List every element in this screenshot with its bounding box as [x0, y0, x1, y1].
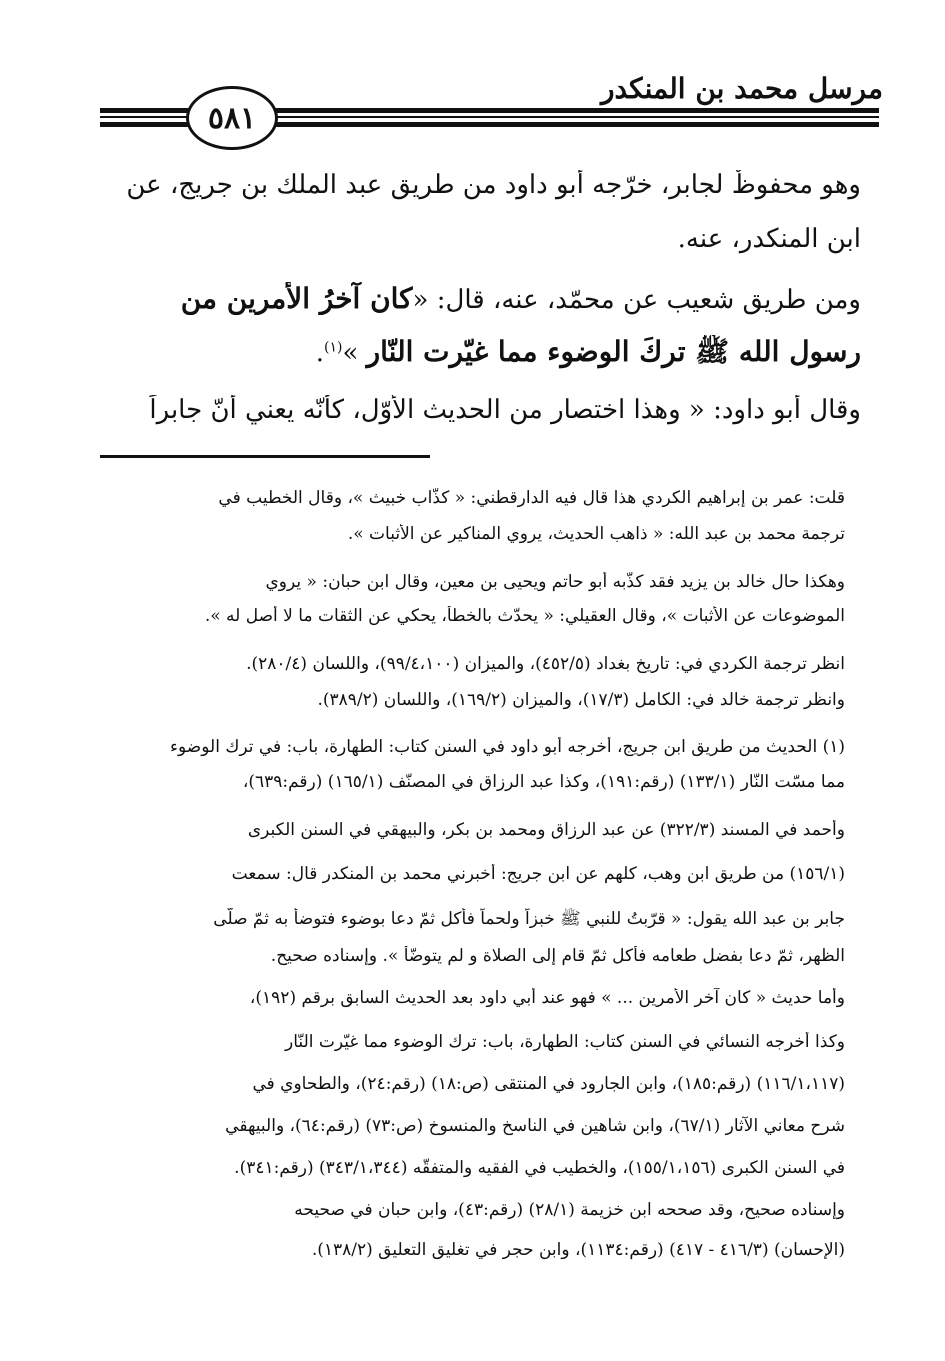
footnote-line: في السنن الكبرى (١٥٥/١،١٥٦)، والخطيب في الفقيه والمتفقّه (٣٤٣/١،٣٤٤) (رقم:٣٤١). [234, 1158, 845, 1178]
footnote-line: وهكذا حال خالد بن يزيد فقد كذّبه أبو حاتم ويحيى بن معين، وقال ابن حبان: « يروي [265, 572, 845, 592]
footnote-line: مما مسّت النّار (١٣٣/١) (رقم:١٩١)، وكذا عبد الرزاق في المصنّف (١٦٥/١) (رقم:٦٣٩)، [242, 772, 845, 792]
footnote-line: (١٥٦/١) من طريق ابن وهب، كلهم عن ابن جريج: أخبرني محمد بن المنكدر قال: سمعت [231, 864, 845, 884]
footnote-line: وأما حديث « كان آخر الأمرين ... » فهو عند أبي داود بعد الحديث السابق برقم (١٩٢)، [249, 988, 845, 1008]
footnote-ref-1: (١) [323, 339, 343, 356]
footnote-line: الموضوعات عن الأثبات »، وقال العقيلي: « يحدّث بالخطأ، يحكي عن الثقات ما لا أصل له ». [204, 606, 845, 626]
main-line-5: وقال أبو داود: « وهذا اختصار من الحديث الأوّل، كأنّه يعني أنّ جابراً [149, 395, 861, 425]
main-line-3-intro: ومن طريق شعيب عن محمّد، عنه، قال: « [412, 285, 861, 315]
sentence-end: . [315, 338, 324, 368]
footnote-line: (الإحسان) (٤١٦/٣ - ٤١٧) (رقم:١١٣٤)، وابن حجر في تغليق التعليق (١٣٨/٢). [311, 1240, 845, 1260]
footnote-line: وأحمد في المسند (٣٢٢/٣) عن عبد الرزاق ومحمد بن بكر، والبيهقي في السنن الكبرى [247, 820, 845, 840]
footnote-line: ترجمة محمد بن عبد الله: « ذاهب الحديث، يروي المناكير عن الأثبات ». [347, 524, 845, 544]
footnote-line: الظهر، ثمّ دعا بفضل طعامه فأكل ثمّ قام إلى الصلاة و لم يتوضّأ ». وإسناده صحيح. [270, 946, 845, 966]
footnote-line: انظر ترجمة الكردي في: تاريخ بغداد (٤٥٢/٥)، والميزان (٩٩/٤،١٠٠)، واللسان (٢٨٠/٤). [246, 654, 845, 674]
main-line-2: ابن المنكدر، عنه. [677, 224, 861, 254]
footnote-line: (١) الحديث من طريق ابن جريج، أخرجه أبو داود في السنن كتاب: الطهارة، باب: في ترك الوضوء [170, 737, 845, 757]
footnote-line: قلت: عمر بن إبراهيم الكردي هذا قال فيه الدارقطني: « كذّاب خبيث »، وقال الخطيب في [218, 488, 845, 508]
quote-close: » [342, 338, 359, 368]
hadith-text-part-2: رسول الله ﷺ تركَ الوضوء مما غيّرت النّار [366, 335, 861, 368]
page-number: ٥٨١ [186, 86, 278, 150]
footnote-line: (١١٦/١،١١٧) (رقم:١٨٥)، وابن الجارود في المنتقى (ص:١٨) (رقم:٢٤)، والطحاوي في [252, 1074, 845, 1094]
running-title: مرسل محمد بن المنكدر [600, 72, 883, 105]
main-line-4 [100, 335, 861, 375]
hadith-text-part-1: كان آخرُ الأمرين من [180, 282, 413, 315]
footnote-separator [100, 455, 430, 458]
footnote-line: جابر بن عبد الله يقول: « قرّبتُ للنبي ﷺ خبزاً ولحماً فأكل ثمّ دعا بوضوء فتوضأ به ثمّ صلّى [213, 909, 845, 929]
main-line-1: وهو محفوظٌ لجابر، خرّجه أبو داود من طريق عبد الملك بن جريج، عن [126, 170, 861, 200]
footnote-line: وانظر ترجمة خالد في: الكامل (١٧/٣)، والميزان (١٦٩/٢)، واللسان (٣٨٩/٢). [317, 690, 845, 710]
footnote-line: شرح معاني الآثار (٦٧/١)، وابن شاهين في الناسخ والمنسوخ (ص:٧٣) (رقم:٦٤)، والبيهقي [225, 1116, 845, 1136]
main-line-3 [100, 282, 861, 315]
footnote-line: وكذا أخرجه النسائي في السنن كتاب: الطهارة، باب: ترك الوضوء مما غيّرت النّار [285, 1032, 845, 1052]
footnote-line: وإسناده صحيح، وقد صححه ابن خزيمة (٢٨/١) (رقم:٤٣)، وابن حبان في صحيحه [294, 1200, 845, 1220]
